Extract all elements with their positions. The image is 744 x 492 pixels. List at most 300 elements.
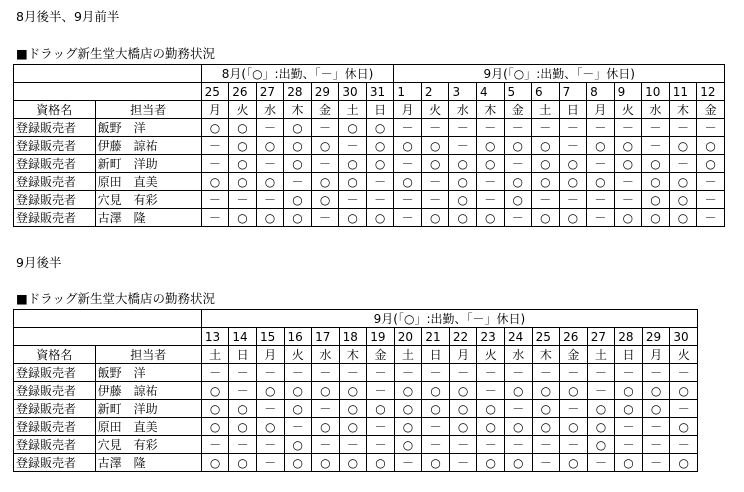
attendance-mark: ○ [670,418,698,436]
attendance-mark: ○ [339,418,367,436]
day-number: 29 [642,328,670,346]
day-number: 7 [559,83,587,101]
table-row [14,191,725,209]
weekday: 日 [422,346,450,364]
attendance-mark: ○ [284,436,312,454]
month-group-header: 8月(「○」:出勤、「－」休日) [201,65,394,83]
attendance-mark: ○ [449,155,477,173]
attendance-mark: ○ [256,209,284,227]
attendance-mark: ○ [476,137,504,155]
attendance-mark: ○ [339,155,367,173]
attendance-mark: ○ [229,400,257,418]
day-number: 26 [560,328,588,346]
attendance-mark: － [449,137,477,155]
attendance-mark: － [201,436,229,454]
attendance-mark: ○ [615,400,643,418]
attendance-mark: ○ [256,382,284,400]
attendance-mark: － [229,436,257,454]
attendance-mark: ○ [284,137,312,155]
attendance-mark: ○ [559,173,587,191]
attendance-mark: － [477,382,505,400]
day-number: 5 [504,83,532,101]
table-row [14,155,725,173]
qualification-cell: 登録販売者 [14,191,96,209]
staff-name-cell: 穴見 有彩 [95,436,201,454]
attendance-mark: ○ [670,454,698,472]
day-number: 9 [614,83,642,101]
weekday: 火 [284,346,312,364]
attendance-mark: － [256,155,284,173]
attendance-mark: － [560,400,588,418]
attendance-mark: ○ [559,209,587,227]
attendance-mark: － [339,364,367,382]
day-number: 28 [284,83,312,101]
attendance-mark: － [642,436,670,454]
attendance-mark: － [504,119,532,137]
attendance-mark: － [532,454,560,472]
attendance-mark: － [670,400,698,418]
day-number: 10 [642,83,670,101]
qualification-header: 資格名 [14,346,96,364]
day-number: 14 [229,328,257,346]
attendance-mark: ○ [367,454,395,472]
section1-title: ■ドラッグ新生堂大橋店の勤務状況 [16,46,216,61]
attendance-mark: － [394,209,422,227]
attendance-mark: － [559,119,587,137]
attendance-mark: ○ [642,191,670,209]
table-row [14,173,725,191]
table-row [14,382,698,400]
attendance-mark: － [477,364,505,382]
attendance-mark: ○ [339,173,367,191]
attendance-mark: ○ [312,418,340,436]
weekday: 月 [256,346,284,364]
schedule-table-2 [13,309,698,472]
attendance-mark: － [504,155,532,173]
day-number-row [14,328,698,346]
attendance-mark: ○ [587,436,615,454]
attendance-mark: ○ [394,418,422,436]
attendance-mark: － [367,364,395,382]
qualification-cell: 登録販売者 [14,155,96,173]
weekday-row [14,346,698,364]
attendance-mark: ○ [339,400,367,418]
attendance-mark: ○ [642,382,670,400]
staff-name-cell: 原田 直美 [95,418,201,436]
day-number: 6 [532,83,560,101]
attendance-mark: － [229,382,257,400]
attendance-mark: ○ [229,418,257,436]
attendance-mark: － [339,137,367,155]
attendance-mark: ○ [504,191,532,209]
attendance-mark: ○ [449,382,477,400]
attendance-mark: － [449,364,477,382]
attendance-mark: － [476,173,504,191]
attendance-mark: ○ [615,382,643,400]
attendance-mark: － [697,209,725,227]
attendance-mark: － [449,119,477,137]
weekday: 月 [201,101,229,119]
attendance-mark: － [312,364,340,382]
weekday: 月 [587,101,615,119]
staff-header: 担当者 [95,346,201,364]
attendance-mark: － [669,119,697,137]
day-number: 4 [476,83,504,101]
attendance-mark: － [367,418,395,436]
weekday: 月 [449,346,477,364]
attendance-mark: ○ [311,191,339,209]
attendance-mark: － [394,191,422,209]
weekday: 火 [421,101,449,119]
qualification-cell: 登録販売者 [14,382,96,400]
attendance-mark: － [505,364,533,382]
attendance-mark: － [201,209,229,227]
attendance-mark: － [201,364,229,382]
attendance-mark: ○ [284,400,312,418]
qualification-cell: 登録販売者 [14,400,96,418]
attendance-mark: － [670,436,698,454]
attendance-mark: ○ [284,119,312,137]
attendance-mark: － [587,155,615,173]
weekday: 土 [532,101,560,119]
attendance-mark: ○ [339,382,367,400]
day-number: 25 [532,328,560,346]
day-number: 30 [339,83,367,101]
attendance-mark: － [697,191,725,209]
group-header-row [14,310,698,328]
attendance-mark: － [532,191,560,209]
attendance-mark: ○ [669,191,697,209]
day-number: 16 [284,328,312,346]
attendance-mark: － [311,209,339,227]
staff-name-cell: 古澤 隆 [95,209,201,227]
qualification-cell: 登録販売者 [14,364,96,382]
weekday: 月 [394,101,422,119]
attendance-mark: ○ [201,119,229,137]
attendance-mark: － [670,364,698,382]
table-row [14,418,698,436]
attendance-mark: ○ [394,400,422,418]
attendance-mark: ○ [422,454,450,472]
table-row [14,209,725,227]
weekday: 木 [339,346,367,364]
day-number: 3 [449,83,477,101]
staff-name-cell: 原田 直美 [95,173,201,191]
day-number: 29 [311,83,339,101]
attendance-mark: － [256,364,284,382]
day-number-row [14,83,725,101]
attendance-mark: － [642,119,670,137]
attendance-mark: － [587,191,615,209]
attendance-mark: － [311,119,339,137]
attendance-mark: ○ [394,382,422,400]
attendance-mark: － [422,364,450,382]
month-group-header: 9月(「○」:出勤、「－」休日) [394,65,725,83]
attendance-mark: ○ [311,137,339,155]
attendance-mark: ○ [256,173,284,191]
attendance-mark: ○ [284,209,312,227]
day-number: 23 [477,328,505,346]
day-number: 2 [421,83,449,101]
attendance-mark: － [339,191,367,209]
attendance-mark: － [201,137,229,155]
section2-title: ■ドラッグ新生堂大橋店の勤務状況 [16,291,216,306]
weekday: 火 [477,346,505,364]
staff-name-cell: 飯野 洋 [95,364,201,382]
attendance-mark: － [201,155,229,173]
attendance-mark: ○ [614,137,642,155]
day-number: 21 [422,328,450,346]
attendance-mark: ○ [697,137,725,155]
attendance-mark: ○ [201,454,229,472]
weekday-row [14,101,725,119]
attendance-mark: ○ [312,382,340,400]
attendance-mark: ○ [201,382,229,400]
attendance-mark: － [587,382,615,400]
attendance-mark: ○ [284,155,312,173]
attendance-mark: ○ [587,137,615,155]
attendance-mark: － [642,454,670,472]
weekday: 水 [449,101,477,119]
staff-name-cell: 新町 洋助 [95,155,201,173]
attendance-mark: － [312,400,340,418]
weekday: 金 [504,101,532,119]
attendance-mark: ○ [229,454,257,472]
attendance-mark: ○ [642,155,670,173]
table-row [14,454,698,472]
attendance-mark: ○ [697,155,725,173]
attendance-mark: ○ [449,209,477,227]
attendance-mark: ○ [669,209,697,227]
attendance-mark: ○ [532,382,560,400]
attendance-mark: － [421,119,449,137]
attendance-mark: ○ [670,382,698,400]
attendance-mark: － [615,436,643,454]
weekday: 木 [284,101,312,119]
table-row [14,119,725,137]
attendance-mark: － [560,436,588,454]
attendance-mark: － [614,173,642,191]
attendance-mark: － [284,173,312,191]
attendance-mark: ○ [367,400,395,418]
attendance-mark: ○ [532,137,560,155]
attendance-mark: ○ [421,137,449,155]
attendance-mark: ○ [449,418,477,436]
weekday: 土 [394,346,422,364]
attendance-mark: ○ [422,400,450,418]
weekday: 土 [201,346,229,364]
attendance-mark: ○ [366,119,394,137]
section2-heading: 9月後半 [16,255,62,270]
weekday: 金 [697,101,725,119]
attendance-mark: ○ [422,382,450,400]
attendance-mark: － [339,436,367,454]
attendance-mark: ○ [477,400,505,418]
attendance-mark: ○ [476,209,504,227]
attendance-mark: － [642,137,670,155]
day-number: 19 [367,328,395,346]
weekday: 火 [614,101,642,119]
attendance-mark: － [394,454,422,472]
attendance-mark: － [476,119,504,137]
attendance-mark: ○ [366,155,394,173]
attendance-mark: ○ [614,209,642,227]
day-number: 18 [339,328,367,346]
day-number: 15 [256,328,284,346]
table-row [14,400,698,418]
attendance-mark: ○ [587,173,615,191]
attendance-mark: ○ [201,173,229,191]
weekday: 水 [256,101,284,119]
attendance-mark: ○ [311,173,339,191]
header-blank-cell [14,328,202,346]
attendance-mark: － [505,400,533,418]
attendance-mark: ○ [505,454,533,472]
qualification-cell: 登録販売者 [14,173,96,191]
attendance-mark: － [367,382,395,400]
attendance-mark: ○ [614,155,642,173]
attendance-mark: － [697,119,725,137]
qualification-cell: 登録販売者 [14,209,96,227]
day-number: 26 [229,83,257,101]
attendance-mark: － [229,191,257,209]
attendance-mark: ○ [339,454,367,472]
weekday: 日 [559,101,587,119]
attendance-mark: － [394,364,422,382]
weekday: 日 [366,101,394,119]
day-number: 28 [615,328,643,346]
weekday: 月 [642,346,670,364]
attendance-mark: ○ [449,400,477,418]
attendance-mark: ○ [642,173,670,191]
table-row [14,436,698,454]
day-number: 27 [587,328,615,346]
attendance-mark: － [587,454,615,472]
weekday: 土 [339,101,367,119]
attendance-mark: － [284,418,312,436]
attendance-mark: ○ [587,418,615,436]
attendance-mark: ○ [394,137,422,155]
attendance-mark: ○ [201,400,229,418]
attendance-mark: ○ [366,137,394,155]
attendance-mark: － [201,191,229,209]
qualification-cell: 登録販売者 [14,454,96,472]
weekday: 水 [642,101,670,119]
weekday: 日 [615,346,643,364]
weekday: 水 [505,346,533,364]
attendance-mark: ○ [394,173,422,191]
attendance-mark: ○ [504,137,532,155]
attendance-mark: ○ [477,454,505,472]
attendance-mark: － [256,119,284,137]
attendance-mark: － [421,191,449,209]
attendance-mark: － [615,364,643,382]
staff-name-cell: 伊藤 諒祐 [95,382,201,400]
staff-name-cell: 飯野 洋 [95,119,201,137]
attendance-mark: ○ [449,191,477,209]
attendance-mark: ○ [505,418,533,436]
weekday: 金 [560,346,588,364]
attendance-mark: － [587,209,615,227]
attendance-mark: － [367,436,395,454]
attendance-mark: ○ [229,155,257,173]
day-number: 1 [394,83,422,101]
attendance-mark: － [421,173,449,191]
attendance-mark: － [697,173,725,191]
attendance-mark: ○ [366,209,394,227]
staff-name-cell: 新町 洋助 [95,400,201,418]
attendance-mark: － [256,454,284,472]
weekday: 金 [311,101,339,119]
month-group-header: 9月(「○」:出勤、「－」休日) [201,310,697,328]
table-row [14,364,698,382]
attendance-mark: ○ [532,400,560,418]
attendance-mark: ○ [339,119,367,137]
attendance-mark: ○ [284,382,312,400]
weekday: 木 [532,346,560,364]
attendance-mark: ○ [587,400,615,418]
day-number: 30 [670,328,698,346]
attendance-mark: ○ [201,418,229,436]
day-number: 11 [669,83,697,101]
attendance-mark: － [614,191,642,209]
section1-heading: 8月後半、9月前半 [16,9,120,24]
attendance-mark: ○ [504,173,532,191]
attendance-mark: ○ [559,155,587,173]
day-number: 22 [449,328,477,346]
qualification-cell: 登録販売者 [14,418,96,436]
attendance-mark: － [312,436,340,454]
attendance-mark: － [366,191,394,209]
attendance-mark: ○ [394,436,422,454]
attendance-mark: ○ [476,155,504,173]
staff-header: 担当者 [95,101,201,119]
attendance-mark: － [504,209,532,227]
attendance-mark: － [642,418,670,436]
header-blank-cell [14,65,202,83]
attendance-mark: － [256,400,284,418]
day-number: 8 [587,83,615,101]
attendance-mark: － [394,119,422,137]
day-number: 31 [366,83,394,101]
weekday: 木 [669,101,697,119]
attendance-mark: － [366,173,394,191]
day-number: 24 [505,328,533,346]
attendance-mark: － [256,191,284,209]
attendance-mark: － [532,119,560,137]
attendance-mark: － [532,364,560,382]
weekday: 金 [367,346,395,364]
day-number: 17 [312,328,340,346]
day-number: 25 [201,83,229,101]
attendance-mark: － [256,436,284,454]
attendance-mark: ○ [229,209,257,227]
attendance-mark: ○ [421,155,449,173]
attendance-mark: ○ [669,173,697,191]
attendance-mark: － [476,191,504,209]
attendance-mark: － [559,137,587,155]
day-number: 13 [201,328,229,346]
qualification-cell: 登録販売者 [14,137,96,155]
attendance-mark: ○ [312,454,340,472]
header-blank-cell [14,310,202,328]
attendance-mark: － [559,191,587,209]
group-header-row [14,65,725,83]
attendance-mark: － [615,418,643,436]
attendance-mark: ○ [532,173,560,191]
attendance-mark: ○ [449,173,477,191]
header-blank-cell [14,83,202,101]
